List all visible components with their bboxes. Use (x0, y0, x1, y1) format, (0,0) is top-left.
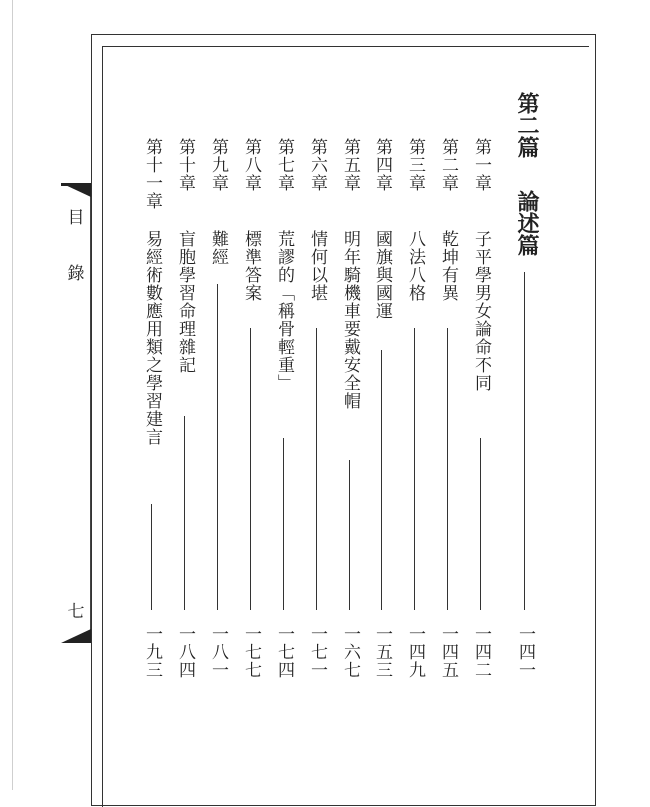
chapter-number: 第六章 (307, 138, 327, 192)
spine-top-bar (61, 183, 91, 186)
chapter-page: 一七一 (307, 625, 327, 679)
leader-line (480, 438, 481, 610)
chapter-number: 第三章 (405, 138, 425, 192)
chapter-page: 一五三 (372, 625, 392, 679)
chapter-title: 子平學男女論命不同 (471, 230, 491, 392)
chapter-title: 難經 (208, 230, 228, 266)
leader-line (414, 328, 415, 610)
leader-line (184, 416, 185, 610)
leader-line (151, 504, 152, 610)
chapter-page: 一四二 (471, 625, 491, 679)
chapter-page: 一七七 (241, 625, 261, 679)
chapter-title: 荒謬的「稱骨輕重」 (274, 230, 294, 392)
leader-line (316, 328, 317, 610)
chapter-number: 第九章 (208, 138, 228, 192)
chapter-title: 八法八格 (405, 230, 425, 302)
page-number: 七 (67, 602, 85, 622)
chapter-page: 一四九 (405, 625, 425, 679)
chapter-page: 一八四 (175, 625, 195, 679)
chapter-title: 易經術數應用類之學習建言 (142, 230, 162, 446)
chapter-number: 第十章 (175, 138, 195, 192)
leader-line (524, 272, 525, 610)
chapter-number: 第五章 (340, 138, 360, 192)
part-label: 第二篇 (514, 92, 540, 158)
side-label-mu: 目 (67, 208, 85, 228)
leader-line (283, 438, 284, 610)
part-page: 一四一 (515, 625, 535, 679)
chapter-title: 情何以堪 (307, 230, 327, 302)
chapter-page: 一九三 (142, 625, 162, 679)
chapter-page: 一八一 (208, 625, 228, 679)
chapter-number: 第十一章 (142, 138, 162, 210)
side-tab (61, 183, 91, 643)
part-title: 論述篇 (514, 190, 540, 256)
chapter-title: 盲胞學習命理雜記 (175, 230, 195, 374)
leader-line (217, 284, 218, 610)
chapter-title: 標準答案 (241, 230, 261, 302)
side-label-lu: 錄 (67, 264, 85, 284)
chapter-title: 明年騎機車要戴安全帽 (340, 230, 360, 410)
leader-line (250, 328, 251, 610)
chapter-page: 一七四 (274, 625, 294, 679)
chapter-title: 乾坤有異 (438, 230, 458, 302)
leader-line (349, 460, 350, 610)
chapter-page: 一六七 (340, 625, 360, 679)
chapter-number: 第四章 (372, 138, 392, 192)
bottom-triangle-icon (61, 629, 91, 643)
leader-line (447, 328, 448, 610)
chapter-number: 第七章 (274, 138, 294, 192)
chapter-number: 第一章 (471, 138, 491, 192)
chapter-title: 國旗與國運 (372, 230, 392, 320)
chapter-number: 第八章 (241, 138, 261, 192)
chapter-page: 一四五 (438, 625, 458, 679)
chapter-number: 第二章 (438, 138, 458, 192)
page-gutter-line (12, 0, 13, 790)
leader-line (381, 350, 382, 610)
